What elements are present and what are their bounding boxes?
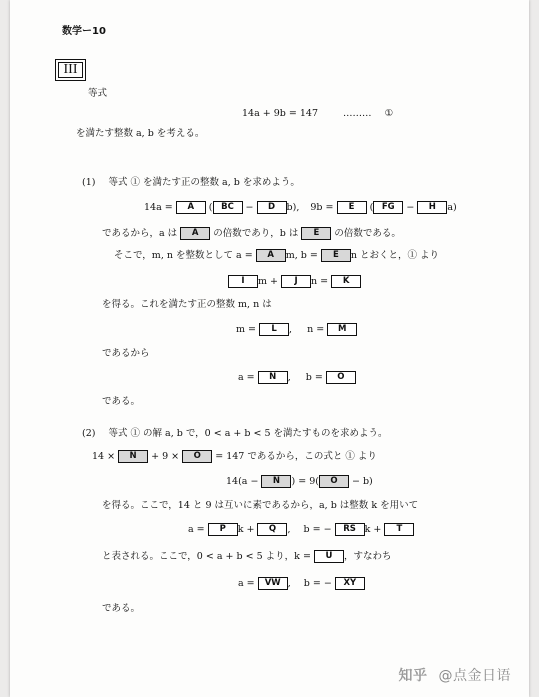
box-M: M [327,323,357,336]
p2-b-eq-2: b = − [303,578,332,589]
p2l1-text2: = 147 であるから，この式と ① より [215,451,377,462]
p2-a-eq: a = [188,524,205,535]
box-A-ref: A [180,227,210,240]
p2l5-text1: と表される。ここで，0 < a + b < 5 より，k = [102,551,311,562]
box-H: H [417,201,447,214]
section-number-box: III [55,59,86,81]
box-Q: Q [257,523,287,536]
equation-dots: ……… [343,108,372,119]
box-P: P [208,523,238,536]
p2-comma-2: , [287,578,291,589]
part2-number: (2) [82,428,96,439]
part2-line5 [102,550,391,563]
l4-text1: m + [258,276,278,287]
box-O-ref: O [182,450,212,463]
l3-text1: そこで，m, n を整数として a = [114,250,253,261]
part1-line2 [102,227,401,240]
box-E-ref: E [301,227,331,240]
box-O: O [326,371,356,384]
box-O-ref2: O [319,475,349,488]
watermark [399,665,511,685]
part2-line4 [188,523,414,536]
box-RS: RS [335,523,365,536]
part2-line1 [92,450,377,463]
watermark-handle: @点金日语 [438,668,511,684]
box-N-ref2: N [261,475,291,488]
box-XY: XY [335,577,365,590]
n-eq: n = [307,324,325,335]
box-U: U [314,550,344,563]
p2l1-text1: + 9 × [151,451,180,462]
eq-9b: 9b = [310,202,334,213]
box-A: A [176,201,206,214]
part1-line8 [238,371,356,384]
l2-text3: の倍数である。 [334,228,401,239]
minus-sign-2: − [406,202,415,213]
equation-text: 14a + 9b = 147 [242,108,319,119]
box-L: L [259,323,289,336]
part1-line4 [228,275,361,288]
p2-b-eq: b = − [303,524,332,535]
p2-k-plus-2: k + [364,524,382,535]
box-A-ref2: A [256,249,286,262]
box-D: D [257,201,287,214]
p2-comma: , [287,524,291,535]
exam-page [10,0,529,697]
l3-text3: n とおくと，① より [350,250,440,261]
p2-k-plus: k + [237,524,255,535]
part2-line7: である。 [102,603,141,614]
page-header: 数学ー10 [62,26,106,37]
box-J: J [281,275,311,288]
p2l2-text2: − b) [351,476,373,487]
box-N: N [258,371,288,384]
paren-open-2: ( [369,202,374,213]
part2-question-text: 等式 ① の解 a, b で，0 < a + b < 5 を満たすものを求めよう。 [108,428,388,439]
box-E-ref2: E [321,249,351,262]
intro-label: 等式 [88,88,108,99]
box-FG: FG [373,201,403,214]
box-BC: BC [213,201,243,214]
b-eq: b = [305,372,323,383]
part2-line3: を得る。ここで，14 と 9 は互いに素であるから，a, b は整数 k を用いて [102,500,419,511]
part1-number: (1) [82,177,96,188]
l2-text1: であるから，a は [102,228,178,239]
m-eq: m = [236,324,256,335]
watermark-logo: 知乎 [398,668,428,684]
part1-line6 [236,323,357,336]
l3-text2: m, b = [285,250,318,261]
part1-question-text: 等式 ① を満たす正の整数 a, b を求めよう。 [108,177,300,188]
p2l2-text0: 14(a − [226,476,259,487]
box-I: I [228,275,258,288]
box-VW: VW [258,577,288,590]
p2l1-text0: 14 × [92,451,116,462]
comma-2: , [287,372,291,383]
part2-line6 [238,577,365,590]
box-T: T [384,523,414,536]
intro-consider: を満たす整数 a, b を考える。 [76,128,205,139]
equation-marker: ① [384,108,394,119]
part1-question [82,177,300,189]
close-a: a) [447,202,457,213]
part1-line1 [144,201,457,214]
box-K: K [331,275,361,288]
box-N-ref: N [118,450,148,463]
close-b: b), [286,202,300,213]
minus-sign: − [245,202,254,213]
intro-equation [242,108,393,120]
l2-text2: の倍数であり，b は [213,228,299,239]
a-eq: a = [238,372,255,383]
part1-line7: であるから [102,348,150,359]
part1-line3 [114,249,439,262]
part2-question [82,428,388,440]
part2-line2 [226,475,373,488]
l4-text2: n = [311,276,329,287]
p2-a-eq-2: a = [238,578,255,589]
comma: , [289,324,293,335]
part1-line9: である。 [102,396,141,407]
box-E: E [337,201,367,214]
p2l5-text2: ，すなわち [343,551,392,562]
paren-open: ( [208,202,213,213]
part1-line5: を得る。これを満たす正の整数 m, n は [102,299,272,310]
p2l2-text1: ) = 9( [291,476,319,487]
eq-14a: 14a = [144,202,173,213]
